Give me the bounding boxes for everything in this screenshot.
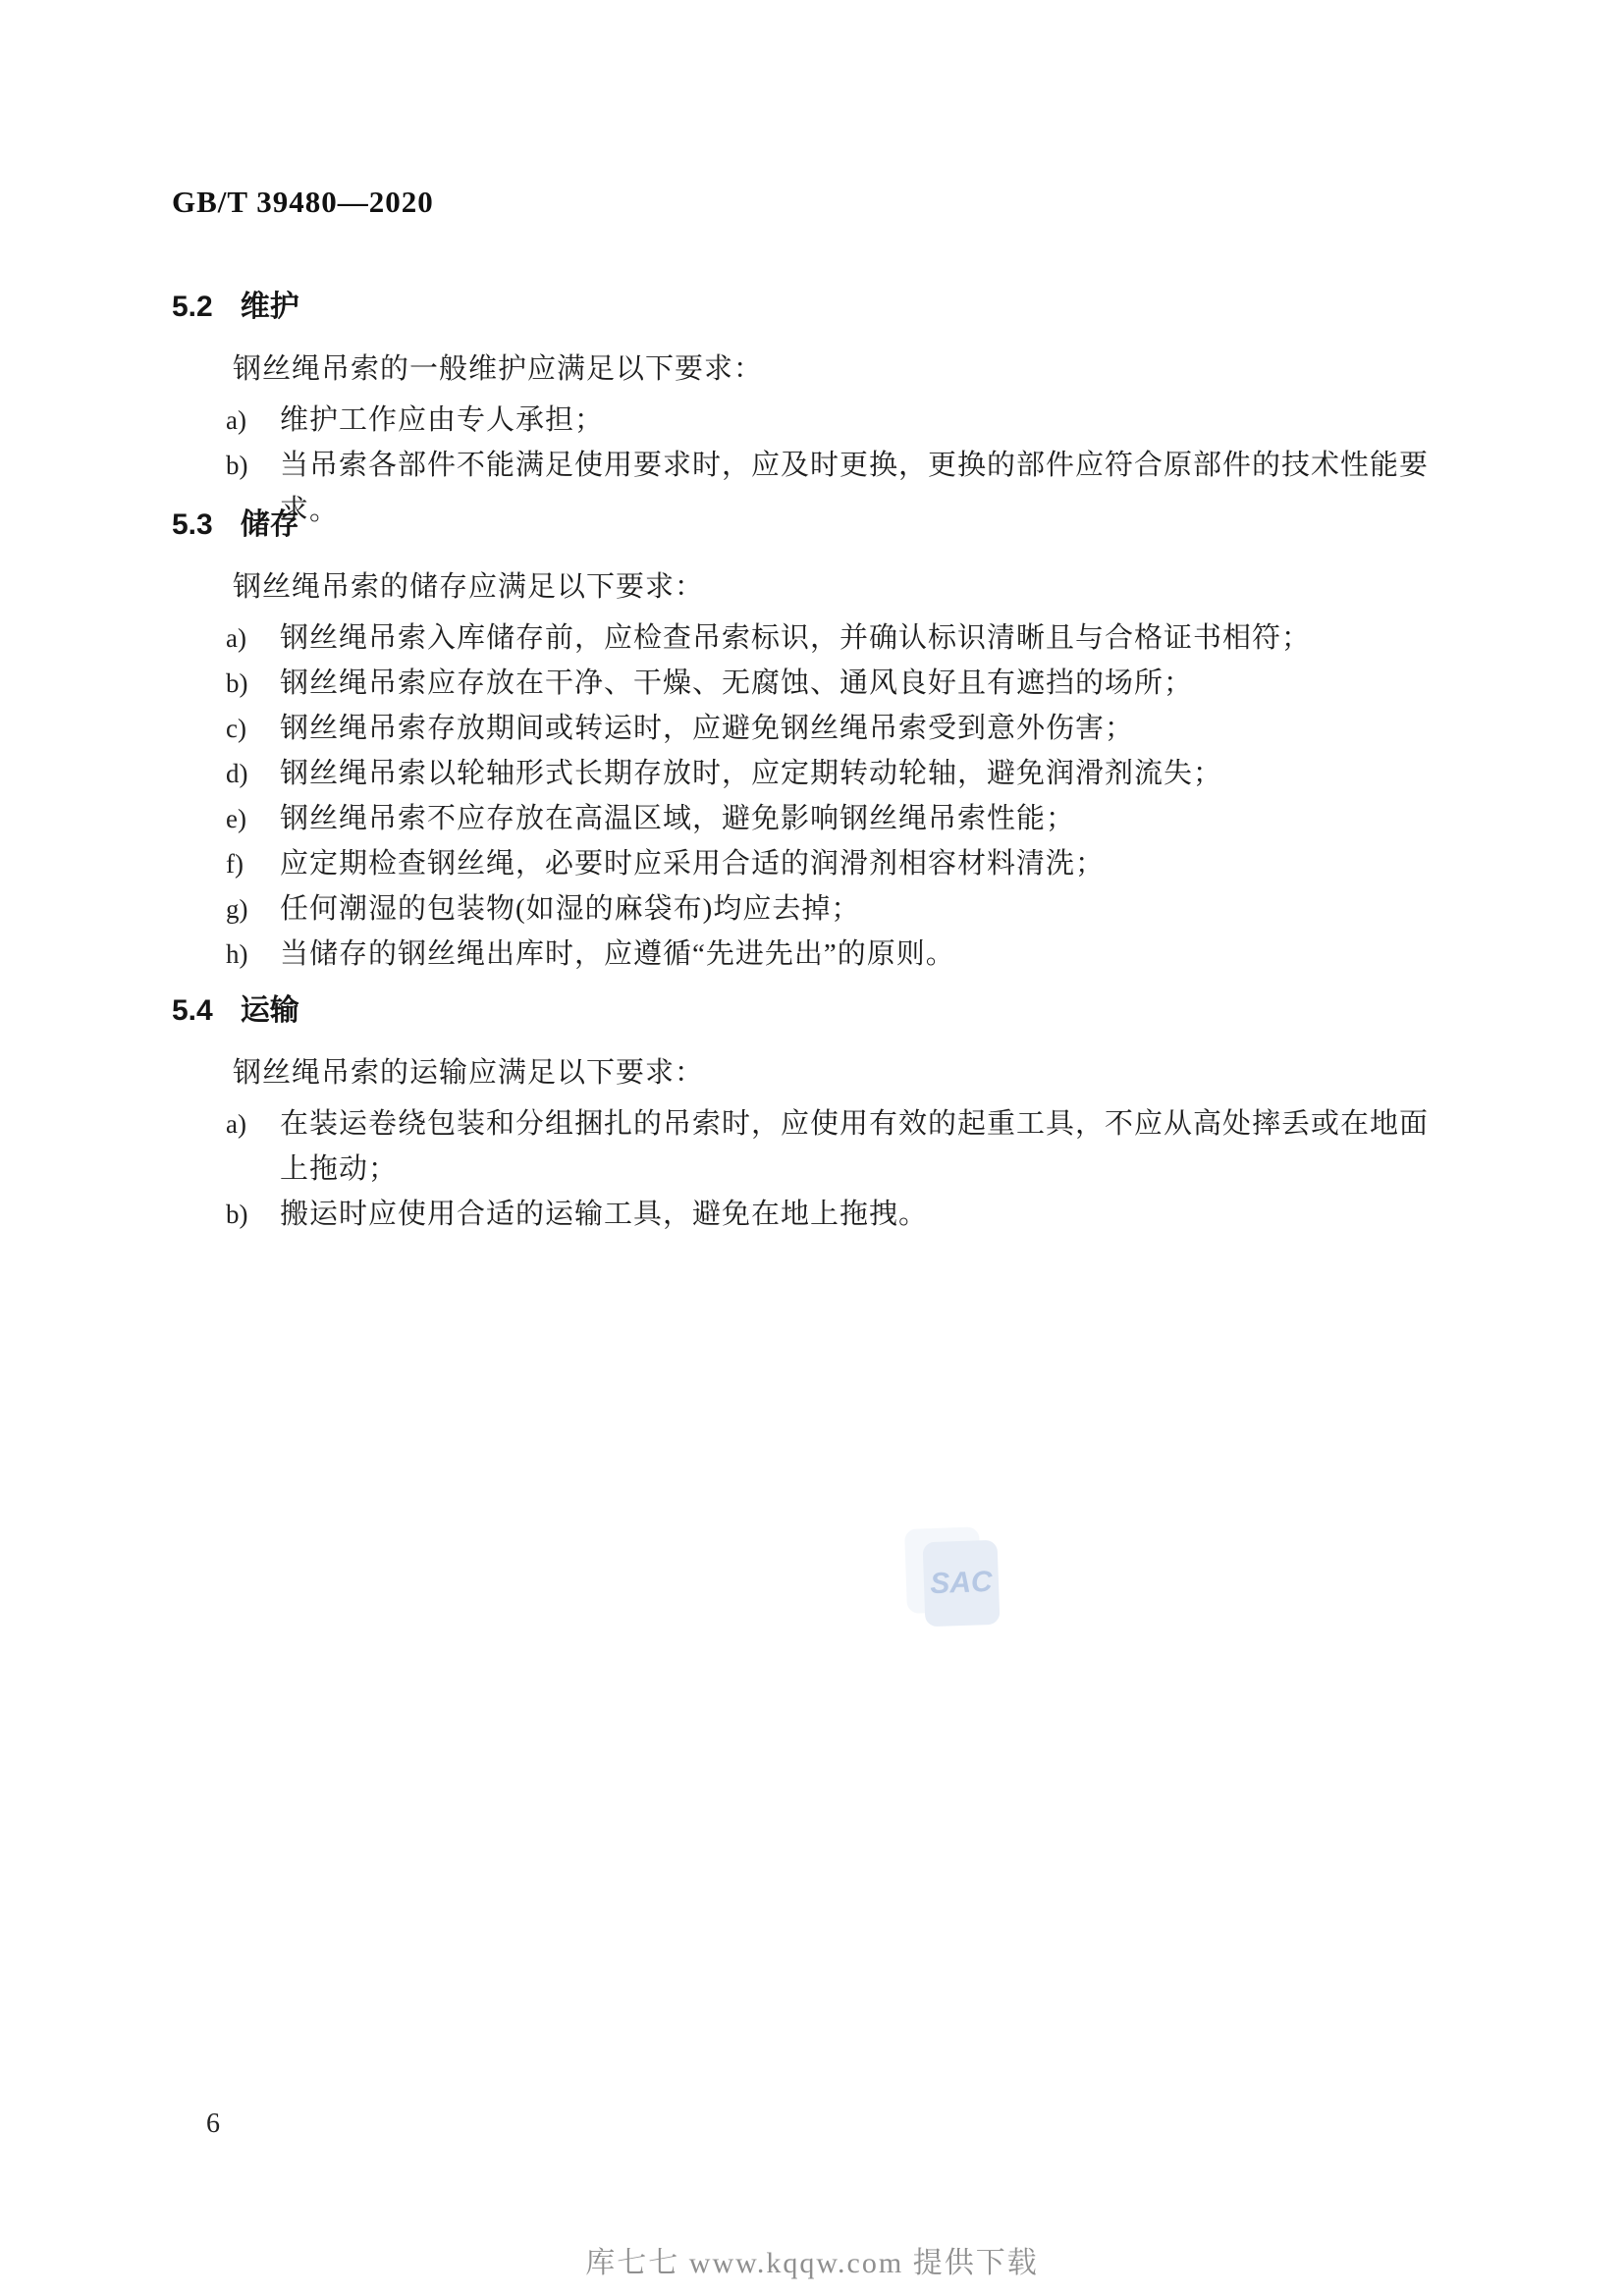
list-item-label: a) [226, 405, 246, 435]
list-item-text: 当吊索各部件不能满足使用要求时，应及时更换，更换的部件应符合原部件的技术性能要求。 [280, 450, 1430, 526]
list-item-label: a) [226, 1109, 246, 1139]
section-heading [172, 507, 1463, 543]
list-item [226, 398, 1463, 443]
sac-logo-text: SAC [929, 1565, 994, 1601]
list [226, 615, 1463, 977]
section-intro: 钢丝绳吊索的一般维护应满足以下要求： [233, 353, 764, 385]
list-item-text: 搬运时应使用合适的运输工具，避免在地上拖拽。 [280, 1199, 929, 1230]
section-heading [172, 290, 1463, 325]
list-item-text: 应定期检查钢丝绳，必要时应采用合适的润滑剂相容材料清洗； [280, 848, 1106, 880]
list-item-label: b) [226, 451, 248, 480]
page-number: 6 [206, 2109, 220, 2139]
list-item-text: 钢丝绳吊索存放期间或转运时，应避免钢丝绳吊索受到意外伤害； [280, 713, 1135, 744]
list-item-label: b) [226, 668, 248, 698]
section-heading [172, 993, 1463, 1029]
list-item-label: e) [226, 804, 246, 833]
list-item [226, 886, 1463, 932]
list-item [226, 661, 1463, 706]
sac-logo-watermark [923, 1540, 1001, 1628]
list-item-text: 钢丝绳吊索应存放在干净、干燥、无腐蚀、通风良好且有遮挡的场所； [280, 667, 1194, 699]
section-title: 维护 [240, 291, 299, 323]
section-title: 运输 [240, 994, 299, 1027]
section-transport [172, 993, 1463, 1237]
section-maintenance [172, 290, 1463, 533]
list-item [226, 1101, 1463, 1192]
list-item-text: 维护工作应由专人承担； [280, 404, 605, 436]
list-item-label: d) [226, 759, 248, 788]
section-title: 储存 [240, 508, 299, 541]
list-item [226, 706, 1463, 751]
section-number: 5.3 [172, 508, 213, 541]
list-item-text: 钢丝绳吊索入库储存前，应检查吊索标识，并确认标识清晰且与合格证书相符； [280, 622, 1312, 654]
section-intro: 钢丝绳吊索的储存应满足以下要求： [233, 571, 705, 603]
list [226, 1101, 1463, 1237]
footer-watermark-text: 库七七 www.kqqw.com 提供下载 [585, 2247, 1039, 2279]
list-item-label: b) [226, 1200, 248, 1229]
standard-number: GB/T 39480—2020 [172, 185, 434, 219]
list-item-text: 钢丝绳吊索不应存放在高温区域，避免影响钢丝绳吊索性能； [280, 803, 1076, 834]
list-item [226, 751, 1463, 796]
list-item [226, 841, 1463, 886]
list-item-text: 任何潮湿的包装物(如湿的麻袋布)均应去掉； [280, 893, 861, 925]
section-number: 5.4 [172, 994, 213, 1027]
list-item [226, 615, 1463, 661]
section-storage [172, 507, 1463, 977]
list-item [226, 1192, 1463, 1237]
list-item-text: 钢丝绳吊索以轮轴形式长期存放时，应定期转动轮轴，避免润滑剂流失； [280, 758, 1223, 789]
list-item-label: c) [226, 714, 246, 743]
list-item-label: h) [226, 939, 248, 969]
list-item [226, 932, 1463, 977]
section-intro: 钢丝绳吊索的运输应满足以下要求： [233, 1057, 705, 1089]
list-item [226, 796, 1463, 841]
list-item-text: 当储存的钢丝绳出库时，应遵循“先进先出”的原则。 [280, 938, 955, 970]
list-item-label: a) [226, 623, 246, 653]
list-item-label: g) [226, 894, 248, 924]
list-item-text: 在装运卷绕包装和分组捆扎的吊索时，应使用有效的起重工具，不应从高处摔丢或在地面上拖动； [280, 1108, 1430, 1185]
list-item-label: f) [226, 849, 244, 879]
section-number: 5.2 [172, 291, 213, 323]
